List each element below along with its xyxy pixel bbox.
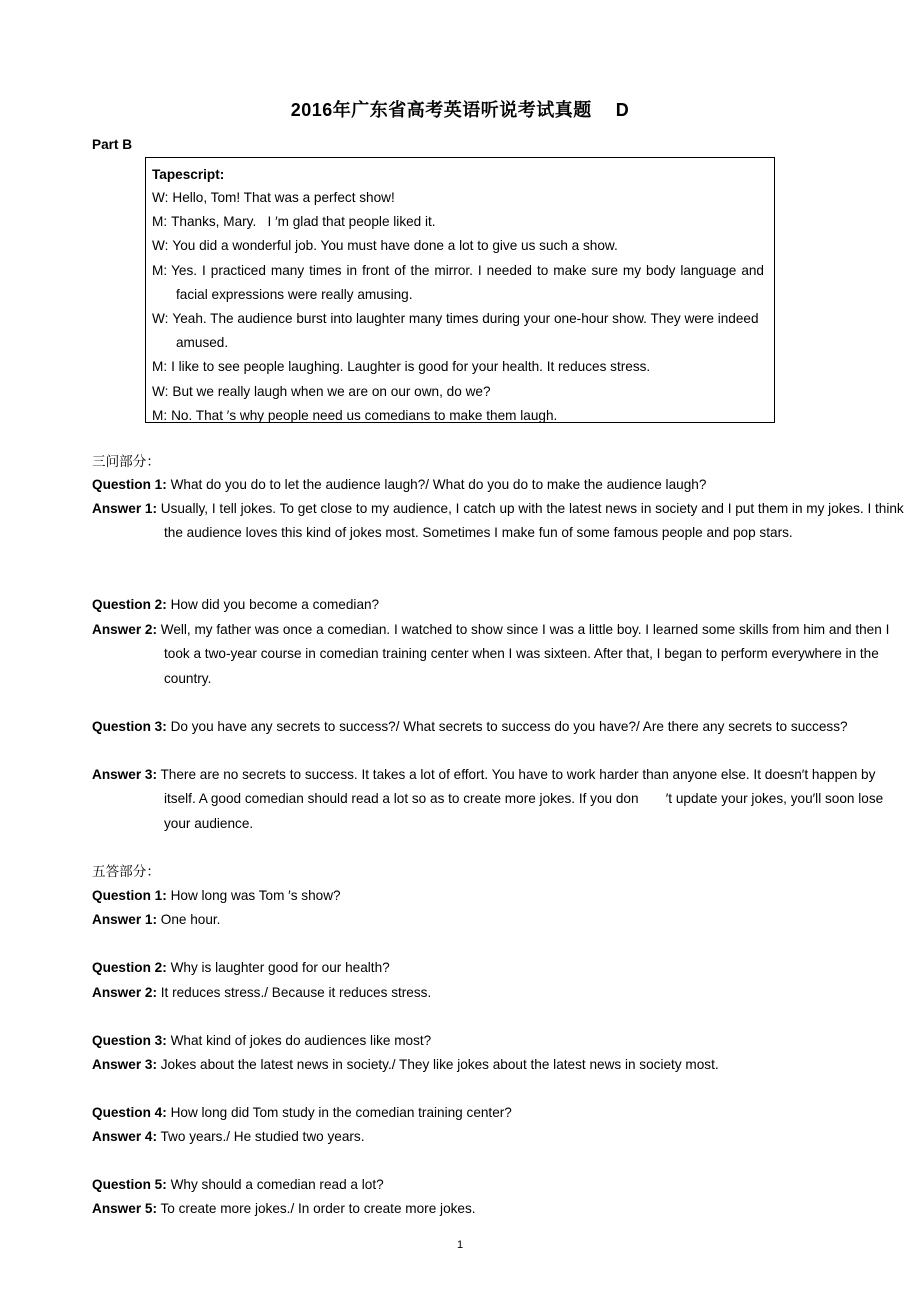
- utterance: Yes. I practiced many times in front of the mirror. I needed to make sure my body language and facial expressions were really amusing.: [171, 262, 764, 302]
- answer: [92, 1125, 832, 1149]
- answer-label: Answer 3:: [92, 1057, 157, 1072]
- question-label: Question 4:: [92, 1105, 167, 1120]
- question: [92, 1029, 832, 1053]
- answer-label: Answer 1:: [92, 912, 157, 927]
- answer: [92, 1053, 832, 1077]
- question-label: Question 3:: [92, 719, 167, 734]
- question-label: Question 1:: [92, 477, 167, 492]
- question-text: What kind of jokes do audiences like most?: [170, 1033, 432, 1048]
- answer-text: One hour.: [160, 912, 221, 927]
- part-b-heading: Part B: [92, 137, 133, 152]
- answer-label: Answer 2:: [92, 985, 157, 1000]
- san-wen-heading: 三问部分：: [92, 454, 160, 469]
- question-label: Question 1:: [92, 888, 167, 903]
- answer: [92, 763, 904, 836]
- answer: [92, 497, 904, 546]
- question-text: Do you have any secrets to success?/ What secrets to success do you have?/ Are there any secrets to success?: [170, 719, 848, 734]
- speaker: M:: [152, 359, 168, 375]
- speaker: M:: [152, 262, 168, 278]
- answer-label: Answer 3:: [92, 767, 157, 782]
- answer: [92, 908, 832, 932]
- answer-text: Usually, I tell jokes. To get close to my audience, I catch up with the latest news in society and I put them in my jokes. I think the audience loves this kind of jokes most. Sometimes I make fun of some famous people and pop stars.: [160, 501, 904, 541]
- question: [92, 956, 832, 980]
- utterance: No. That ′s why people need us comedians to make them laugh.: [171, 407, 558, 423]
- question: [92, 473, 832, 497]
- answer-label: Answer 4:: [92, 1129, 157, 1144]
- speaker: W:: [152, 311, 169, 327]
- answer-label: Answer 5:: [92, 1201, 157, 1216]
- title-text: 2016年广东省高考英语听说考试真题: [290, 100, 592, 120]
- answer: [92, 618, 904, 691]
- title-tag: D: [615, 100, 630, 120]
- question-text: How long did Tom study in the comedian training center?: [170, 1105, 512, 1120]
- tapescript-line: [152, 380, 764, 404]
- question-label: Question 3:: [92, 1033, 167, 1048]
- question-text: How long was Tom ′s show?: [170, 888, 341, 903]
- answer: [92, 981, 832, 1005]
- question: [92, 715, 911, 739]
- tapescript-line: [152, 355, 764, 379]
- question-text: Why should a comedian read a lot?: [170, 1177, 384, 1192]
- utterance: Thanks, Mary. I ′m glad that people liked it.: [171, 214, 436, 230]
- question-label: Question 2:: [92, 597, 167, 612]
- tapescript-line: [152, 307, 764, 355]
- answer-text: It reduces stress./ Because it reduces stress.: [160, 985, 432, 1000]
- question-text: Why is laughter good for our health?: [170, 960, 390, 975]
- answer-label: Answer 2:: [92, 622, 157, 637]
- utterance: Yeah. The audience burst into laughter many times during your one-hour show. They were indeed amused.: [172, 311, 759, 351]
- page-number: 1: [456, 1239, 464, 1251]
- speaker: W:: [152, 238, 169, 254]
- question-label: Question 5:: [92, 1177, 167, 1192]
- question: [92, 1101, 832, 1125]
- tapescript-line: [152, 234, 764, 258]
- question: [92, 1173, 832, 1197]
- wu-da-heading: 五答部分：: [92, 864, 160, 879]
- speaker: M:: [152, 407, 168, 423]
- answer-text: Well, my father was once a comedian. I watched to show since I was a little boy. I learned some skills from him and then I took a two-year course in comedian training center when I was sixteen. After that, I began to perform everywhere in the country.: [160, 622, 890, 686]
- question: [92, 593, 832, 617]
- question-text: How did you become a comedian?: [170, 597, 380, 612]
- answer-text: There are no secrets to success. It takes a lot of effort. You have to work harder than anyone else. It doesn′t happen by itself. A good comedian should read a lot so as to create more jokes. If you don ′t update your jokes, you′ll soon lose your audience.: [160, 767, 887, 831]
- speaker: W:: [152, 383, 169, 399]
- utterance: Hello, Tom! That was a perfect show!: [172, 190, 395, 205]
- page-title: [0, 96, 920, 122]
- question-text: What do you do to let the audience laugh?/ What do you do to make the audience laugh?: [170, 477, 707, 492]
- utterance: But we really laugh when we are on our own, do we?: [172, 383, 491, 399]
- tapescript-line: [152, 404, 764, 428]
- answer-text: To create more jokes./ In order to create more jokes.: [160, 1201, 476, 1216]
- speaker: W:: [152, 190, 169, 205]
- answer-text: Jokes about the latest news in society./ They like jokes about the latest news in society most.: [160, 1057, 719, 1072]
- answer: [92, 1197, 832, 1221]
- tapescript-line: [152, 186, 764, 210]
- answer-text: Two years./ He studied two years.: [160, 1129, 365, 1144]
- tapescript-heading: Tapescript:: [152, 167, 225, 182]
- tapescript-box: [145, 157, 775, 423]
- utterance: I like to see people laughing. Laughter is good for your health. It reduces stress.: [171, 359, 651, 375]
- speaker: M:: [152, 214, 168, 230]
- tapescript-line: [152, 259, 764, 307]
- question: [92, 884, 832, 908]
- tapescript-line: [152, 210, 764, 234]
- utterance: You did a wonderful job. You must have done a lot to give us such a show.: [172, 238, 618, 254]
- answer-label: Answer 1:: [92, 501, 157, 516]
- question-label: Question 2:: [92, 960, 167, 975]
